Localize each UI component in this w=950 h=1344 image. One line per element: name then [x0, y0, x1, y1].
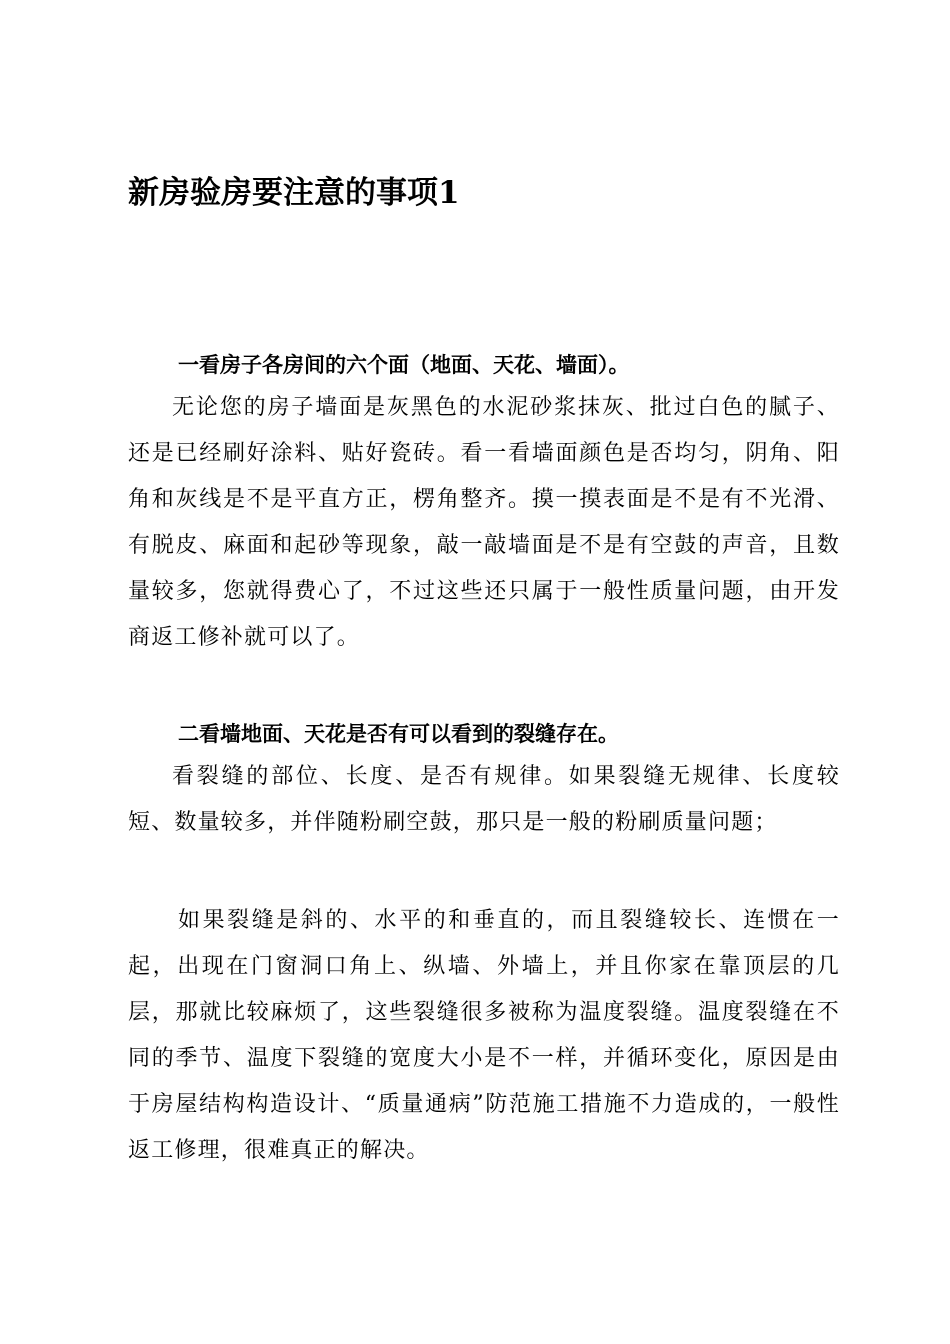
section-cracks — [128, 714, 840, 846]
section-paragraph: 无论您的房子墙面是灰黑色的水泥砂浆抹灰、批过白色的腻子、还是已经刷好涂料、贴好瓷砖。看一看墙面颜色是否均匀，阴角、阳角和灰线是不是平直方正，楞角整齐。摸一摸表面是不是有不光滑、有脱皮、麻面和起砂等现象，敲一敲墙面是不是有空鼓的声音，且数量较多，您就得费心了，不过这些还只属于一般性质量问题，由开发商返工修补就可以了。 — [128, 395, 840, 650]
section-paragraph: 如果裂缝是斜的、水平的和垂直的，而且裂缝较长、连惯在一起，出现在门窗洞口角上、纵墙、外墙上，并且你家在靠顶层的几层，那就比较麻烦了，这些裂缝很多被称为温度裂缝。温度裂缝在不同的季节、温度下裂缝的宽度大小是不一样，并循环变化，原因是由于房屋结构构造设计、“质量通病”防范施工措施不力造成的，一般性返工修理，很难真正的解决。 — [128, 908, 840, 1163]
section-heading: 一看房子各房间的六个面（地面、天花、墙面）。 — [178, 353, 630, 377]
section-walls-overview — [128, 345, 840, 661]
section-heading: 二看墙地面、天花是否有可以看到的裂缝存在。 — [178, 722, 619, 746]
section-paragraph: 看裂缝的部位、长度、是否有规律。如果裂缝无规律、长度较短、数量较多，并伴随粉刷空鼓，那只是一般的粉刷质量问题； — [128, 764, 840, 835]
document-title: 新房验房要注意的事项1 — [128, 175, 460, 211]
section-temperature-cracks — [128, 898, 840, 1174]
